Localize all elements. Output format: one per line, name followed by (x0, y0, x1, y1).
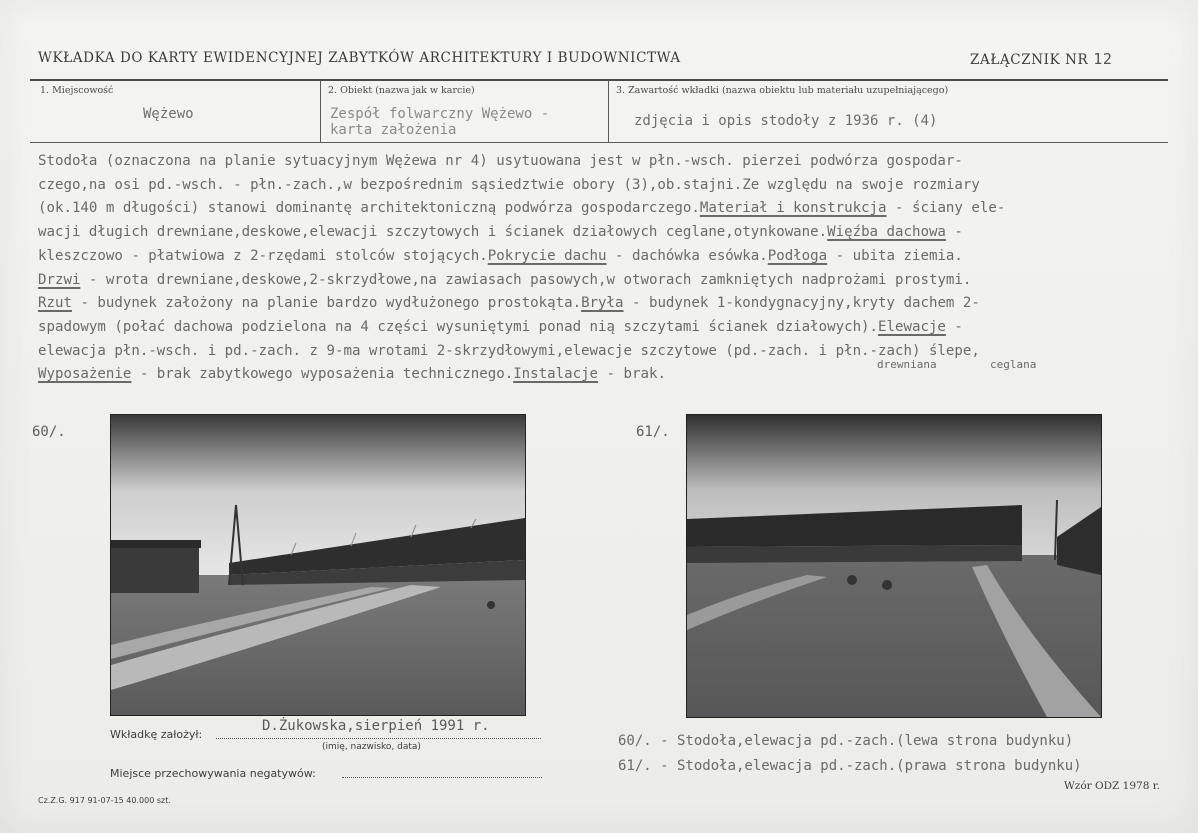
desc-line-3b: - ściany ele- (886, 200, 1006, 217)
desc-line-7: - budynek założony na planie bardzo wydłużonego prostokąta. (71, 295, 582, 312)
handwritten-insert-brick: ceglana (990, 358, 1037, 371)
desc-line-7b: - budynek 1-kondygnacyjny,kryty dachem 2- (623, 295, 980, 312)
attachment-number (970, 50, 1113, 68)
desc-heading-installations: Instalacje (513, 366, 599, 383)
field-divider (320, 81, 321, 142)
barn-description (38, 150, 1168, 387)
negatives-dotted-line (342, 777, 542, 778)
desc-line-5c: - ubita ziemia. (827, 247, 963, 264)
desc-line-4b: - (945, 224, 963, 241)
desc-heading-elevations: Elewacje (878, 318, 946, 335)
desc-line-3: (ok.140 m długości) stanowi dominantę architektoniczną podwórza gospodarczego. (38, 200, 700, 217)
caption-photo-60: 60/. - Stodoła,elewacja pd.-zach.(lewa strona budynku) (618, 733, 1074, 749)
author-label: Wkładkę założył: (110, 728, 203, 741)
author-value: D.Żukowska,sierpień 1991 r. (262, 718, 490, 734)
desc-line-2: czego,na osi pd.-wsch. - płn.-zach.,w bezpośrednim sąsiedztwie obory (3),ob.stajni.Ze względu na swoje rozmiary (38, 176, 980, 193)
negatives-location-label: Miejsce przechowywania negatywów: (110, 767, 316, 780)
field-object-value-1: Zespół folwarczny Wężewo - (330, 106, 550, 122)
fields-rule (30, 142, 1168, 143)
form-model: Wzór ODZ 1978 r. (1064, 780, 1160, 792)
desc-line-8: spadowym (połać dachowa podzielona na 4 części wysuniętymi ponad nią szczytami ścianek działowych). (38, 318, 879, 335)
author-dotted-line (216, 738, 541, 739)
desc-heading-massing: Bryła (581, 295, 624, 312)
field-locality-value: Wężewo (143, 106, 194, 122)
desc-line-8b: - (945, 318, 963, 335)
desc-heading-roof-truss: Więźba dachowa (827, 224, 946, 241)
caption-photo-61: 61/. - Stodoła,elewacja pd.-zach.(prawa strona budynku) (618, 758, 1082, 774)
desc-heading-floor: Podłoga (767, 247, 828, 264)
field-contents-value: zdjęcia i opis stodoły z 1936 r. (4) (634, 113, 938, 129)
desc-line-9: elewacja płn.-wsch. i pd.-zach. z 9-ma wrotami 2-skrzydłowymi,elewacje szczytowe (pd.-zach. i płn.-zach) ślepe, (38, 342, 980, 359)
desc-heading-roofing: Pokrycie dachu (487, 247, 607, 264)
header-rule (30, 79, 1168, 81)
desc-line-4: wacji długich drewniane,deskowe,elewacji szczytowych i ścianek działowych ceglane,otynkowane. (38, 224, 828, 241)
field-divider (608, 81, 609, 142)
desc-line-1: Stodoła (oznaczona na planie sytuacyjnym Wężewa nr 4) usytuowana jest w płn.-wsch. pierzei podwórza gospodar- (38, 153, 963, 169)
desc-line-10: - brak zabytkowego wyposażenia technicznego. (131, 366, 514, 383)
author-sub-label: (imię, nazwisko, data) (322, 742, 421, 752)
print-code: Cz.Z.G. 917 91-07-15 40.000 szt. (38, 796, 171, 805)
field-object-label: 2. Obiekt (nazwa jak w karcie) (328, 85, 475, 96)
photo-left-number: 60/. (32, 424, 66, 440)
desc-line-5: kleszczowo - płatwiowa z 2-rzędami stolców stojących. (38, 247, 488, 264)
attachment-number-value: 12 (1093, 50, 1113, 68)
photo-barn-left (110, 414, 526, 716)
desc-heading-doors: Drzwi (38, 271, 81, 288)
desc-line-10b: - brak. (598, 366, 666, 383)
form-title: WKŁADKA DO KARTY EWIDENCYJNEJ ZABYTKÓW ARCHITEKTURY I BUDOWNICTWA (38, 50, 681, 66)
handwritten-insert-wooden: drewniana (877, 358, 937, 371)
desc-heading-material: Materiał i konstrukcja (699, 200, 887, 217)
field-locality-label: 1. Miejscowość (40, 85, 114, 96)
desc-line-5b: - dachówka esówka. (606, 247, 768, 264)
attachment-label: ZAŁĄCZNIK NR (970, 52, 1089, 68)
desc-heading-plan: Rzut (38, 295, 72, 312)
field-contents-label: 3. Zawartość wkładki (nazwa obiektu lub materiału uzupełniającego) (616, 85, 949, 96)
desc-line-6: - wrota drewniane,deskowe,2-skrzydłowe,na zawiasach pasowych,w otworach zamkniętych nadprożami prostymi. (80, 271, 972, 288)
photo-right-number: 61/. (636, 424, 670, 440)
photo-barn-right (686, 414, 1102, 718)
field-object-value-2: karta założenia (330, 122, 457, 138)
desc-heading-equipment: Wyposażenie (38, 366, 132, 383)
